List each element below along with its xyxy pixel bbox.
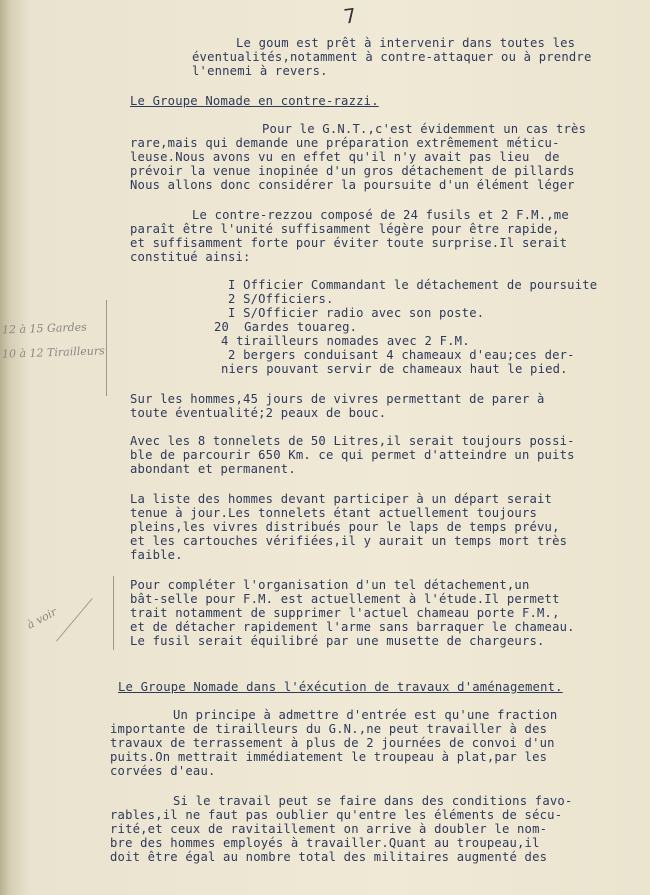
text-line: Si le travail peut se faire dans des conditions favo- (173, 794, 573, 808)
text-line: constitué ainsi: (130, 250, 251, 264)
text-line: abondant et permanent. (130, 462, 296, 476)
text-line: tenue à jour.Les tonnelets étant actuellement toujours (130, 506, 538, 520)
text-line: trait notamment de supprimer l'actuel chameau porte F.M., (130, 606, 560, 620)
margin-bracket (106, 300, 107, 396)
text-line: bre des hommes employés à travailler.Quant au troupeau,il (110, 836, 540, 850)
margin-note-a-voir: à voir (24, 605, 59, 632)
text-line: éventualités,notamment à contre-attaquer ou à prendre (192, 50, 592, 64)
text-line: leuse.Nous avons vu en effet qu'il n'y avait pas lieu de (130, 150, 560, 164)
text-line: travaux de terrassement à plus de 2 journées de convoi d'un (110, 736, 555, 750)
text-line: Pour le G.N.T.,c'est évidemment un cas très (262, 122, 587, 136)
text-line: faible. (130, 548, 183, 562)
text-line: et de détacher rapidement l'arme sans barraquer le chameau. (130, 620, 575, 634)
list-item: 2 S/Officiers. (228, 292, 334, 306)
text-line: Le fusil serait équilibré par une musette de chargeurs. (130, 634, 545, 648)
text-line: corvées d'eau. (110, 764, 216, 778)
list-item: niers pouvant servir de chameaux haut le pied. (221, 362, 568, 376)
section-heading: Le Groupe Nomade dans l'éxécution de travaux d'aménagement. (118, 680, 563, 694)
list-item: I Officier Commandant le détachement de poursuite (228, 278, 598, 292)
list-item: I S/Officier radio avec son poste. (228, 306, 485, 320)
text-line: paraît être l'unité suffisamment légère pour être rapide, (130, 222, 560, 236)
text-line: pleins,les vivres distribués pour le laps de temps prévu, (130, 520, 560, 534)
text-line: doit être égal au nombre total des militaires augmenté des (110, 850, 548, 864)
text-line: Sur les hommes,45 jours de vivres permettant de parer à (130, 392, 545, 406)
text-line: rare,mais qui demande une préparation extrêmement méticu- (130, 136, 560, 150)
text-line: toute éventualité;2 peaux de bouc. (130, 406, 387, 420)
margin-slash (56, 598, 93, 642)
text-line: Le goum est prêt à intervenir dans toutes les (236, 36, 576, 50)
text-line: rables,il ne faut pas oublier qu'entre les éléments de sécu- (110, 808, 563, 822)
section-heading: Le Groupe Nomade en contre-razzi. (130, 94, 379, 108)
margin-note-tirailleurs: 10 à 12 Tirailleurs (1, 344, 105, 361)
text-line: prévoir la venue inopinée d'un gros détachement de pillards (130, 164, 575, 178)
text-line: Un principe à admettre d'entrée est qu'une fraction (173, 708, 558, 722)
list-item: 2 bergers conduisant 4 chameaux d'eau;ces der- (228, 348, 575, 362)
text-line: puits.On mettrait immédiatement le troupeau à plat,par les (110, 750, 548, 764)
margin-note-gardes: 12 à 15 Gardes (1, 320, 88, 337)
text-line: Avec les 8 tonnelets de 50 Litres,il serait toujours possi- (130, 434, 575, 448)
text-line: et les cartouches vérifiées,il y aurait un temps mort très (130, 534, 568, 548)
text-line: bât-selle pour F.M. est actuellement à l'étude.Il permett (130, 592, 560, 606)
text-line: l'ennemi à revers. (192, 64, 328, 78)
text-line: importante de tirailleurs du G.N.,ne peut travailler à des (110, 722, 548, 736)
text-line: Pour compléter l'organisation d'un tel détachement,un (130, 578, 530, 592)
text-line: La liste des hommes devant participer à un départ serait (130, 492, 553, 506)
list-item: 20 Gardes touareg. (214, 320, 358, 334)
page-number: 7 (342, 3, 358, 29)
margin-bracket (113, 576, 114, 650)
text-line: et suffisamment forte pour éviter toute surprise.Il serait (130, 236, 568, 250)
text-line: rité,et ceux de ravitaillement on arrive à doubler le nom- (110, 822, 548, 836)
text-line: Le contre-rezzou composé de 24 fusils et 2 F.M.,me (192, 208, 569, 222)
list-item: 4 tirailleurs nomades avec 2 F.M. (221, 334, 470, 348)
text-line: Nous allons donc considérer la poursuite d'un élément léger (130, 178, 575, 192)
text-line: ble de parcourir 650 Km. ce qui permet d'atteindre un puits (130, 448, 575, 462)
